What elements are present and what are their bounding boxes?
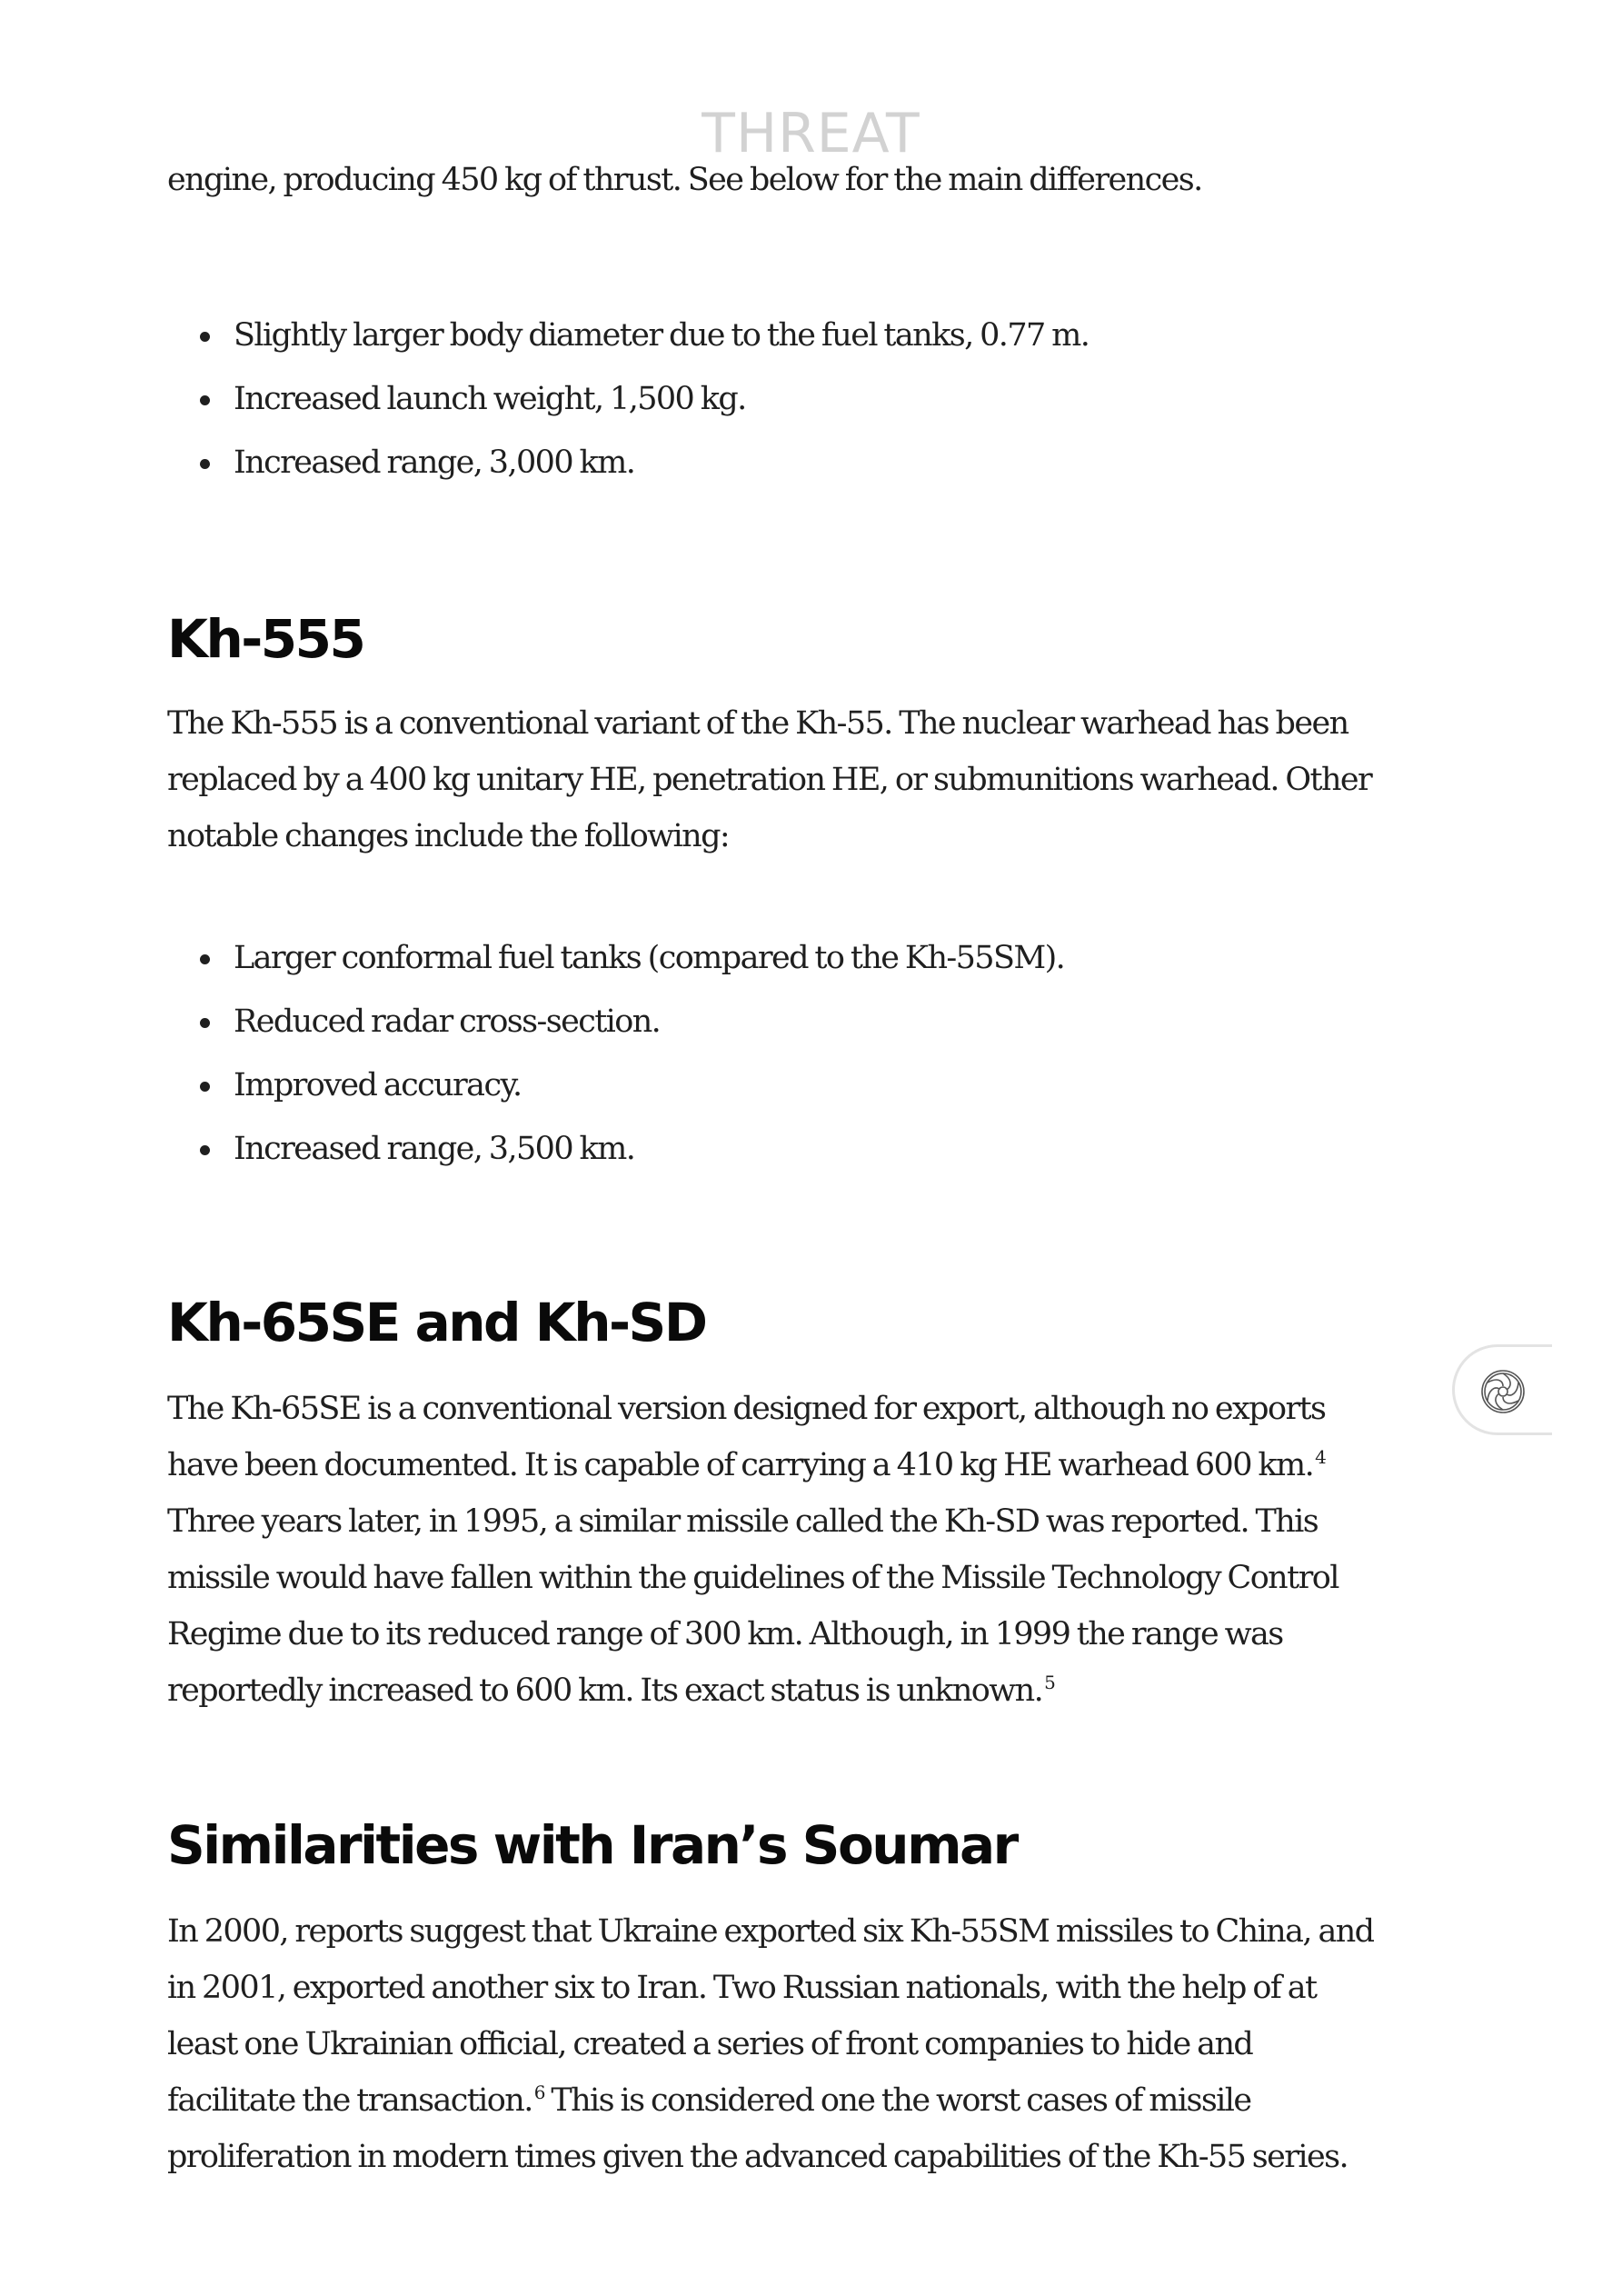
paragraph-soumar — [167, 1903, 1530, 2185]
paragraph-line: proliferation in modern times given the advanced capabilities of the Kh-55 series. — [167, 2139, 1348, 2175]
side-panel-toggle[interactable] — [1452, 1344, 1552, 1435]
footnote-link[interactable]: 6 — [533, 2081, 544, 2104]
list-item: Increased range, 3,000 km. — [193, 431, 1530, 494]
paragraph-line — [167, 1437, 1530, 1493]
list-item: Improved accuracy. — [193, 1053, 1530, 1117]
section-heading-kh-555: Kh-555 — [167, 608, 364, 670]
paragraph-line: Regime due to its reduced range of 300 km. Although, in 1999 the range was — [167, 1616, 1283, 1652]
list-item: Reduced radar cross-section. — [193, 990, 1530, 1053]
paragraph-line: The Kh-555 is a conventional variant of the Kh-55. The nuclear warhead has been — [167, 705, 1348, 742]
list-item: Increased range, 3,500 km. — [193, 1117, 1530, 1181]
list-item: Increased launch weight, 1,500 kg. — [193, 367, 1530, 431]
section-heading-kh-65se: Kh-65SE and Kh-SD — [167, 1292, 706, 1353]
paragraph-line: In 2000, reports suggest that Ukraine exported six Kh-55SM missiles to China, and — [167, 1913, 1374, 1950]
paragraph-line-text: have been documented. It is capable of carrying a 410 kg HE warhead 600 km. — [167, 1447, 1314, 1483]
list-item: Larger conformal fuel tanks (compared to the Kh-55SM). — [193, 926, 1530, 990]
celtic-knot-icon — [1479, 1368, 1527, 1415]
differences-list — [167, 304, 1530, 494]
paragraph-line: replaced by a 400 kg unitary HE, penetration HE, or submunitions warhead. Other — [167, 762, 1372, 798]
paragraph-line: notable changes include the following: — [167, 818, 730, 854]
footnote-link[interactable]: 5 — [1044, 1672, 1055, 1694]
scrolled-cutoff-text — [167, 162, 1530, 208]
list-item: Slightly larger body diameter due to the fuel tanks, 0.77 m. — [193, 304, 1530, 367]
paragraph-line: The Kh-65SE is a conventional version designed for export, although no exports — [167, 1391, 1326, 1427]
paragraph-line-text: This is considered one the worst cases of missile — [551, 2082, 1251, 2119]
paragraph-line — [167, 2072, 1530, 2129]
cutoff-line: engine, producing 450 kg of thrust. See below for the main differences. — [167, 162, 1202, 198]
paragraph-kh-65se — [167, 1381, 1530, 1719]
paragraph-line: Three years later, in 1995, a similar missile called the Kh-SD was reported. This — [167, 1503, 1318, 1540]
paragraph-line — [167, 1662, 1530, 1719]
kh-555-changes-list — [167, 926, 1530, 1181]
section-heading-soumar: Similarities with Iran’s Soumar — [167, 1814, 1017, 1876]
paragraph-line: missile would have fallen within the guidelines of the Missile Technology Control — [167, 1560, 1338, 1596]
article-body — [0, 162, 1530, 2185]
site-logo-text[interactable]: THREAT — [702, 102, 920, 165]
paragraph-line-text: facilitate the transaction. — [167, 2082, 532, 2119]
footnote-link[interactable]: 4 — [1315, 1446, 1326, 1469]
paragraph-kh-555 — [167, 695, 1530, 864]
paragraph-line-text: reportedly increased to 600 km. Its exact status is unknown. — [167, 1672, 1043, 1709]
paragraph-line: least one Ukrainian official, created a series of front companies to hide and — [167, 2026, 1253, 2062]
paragraph-line: in 2001, exported another six to Iran. Two Russian nationals, with the help of at — [167, 1970, 1317, 2006]
